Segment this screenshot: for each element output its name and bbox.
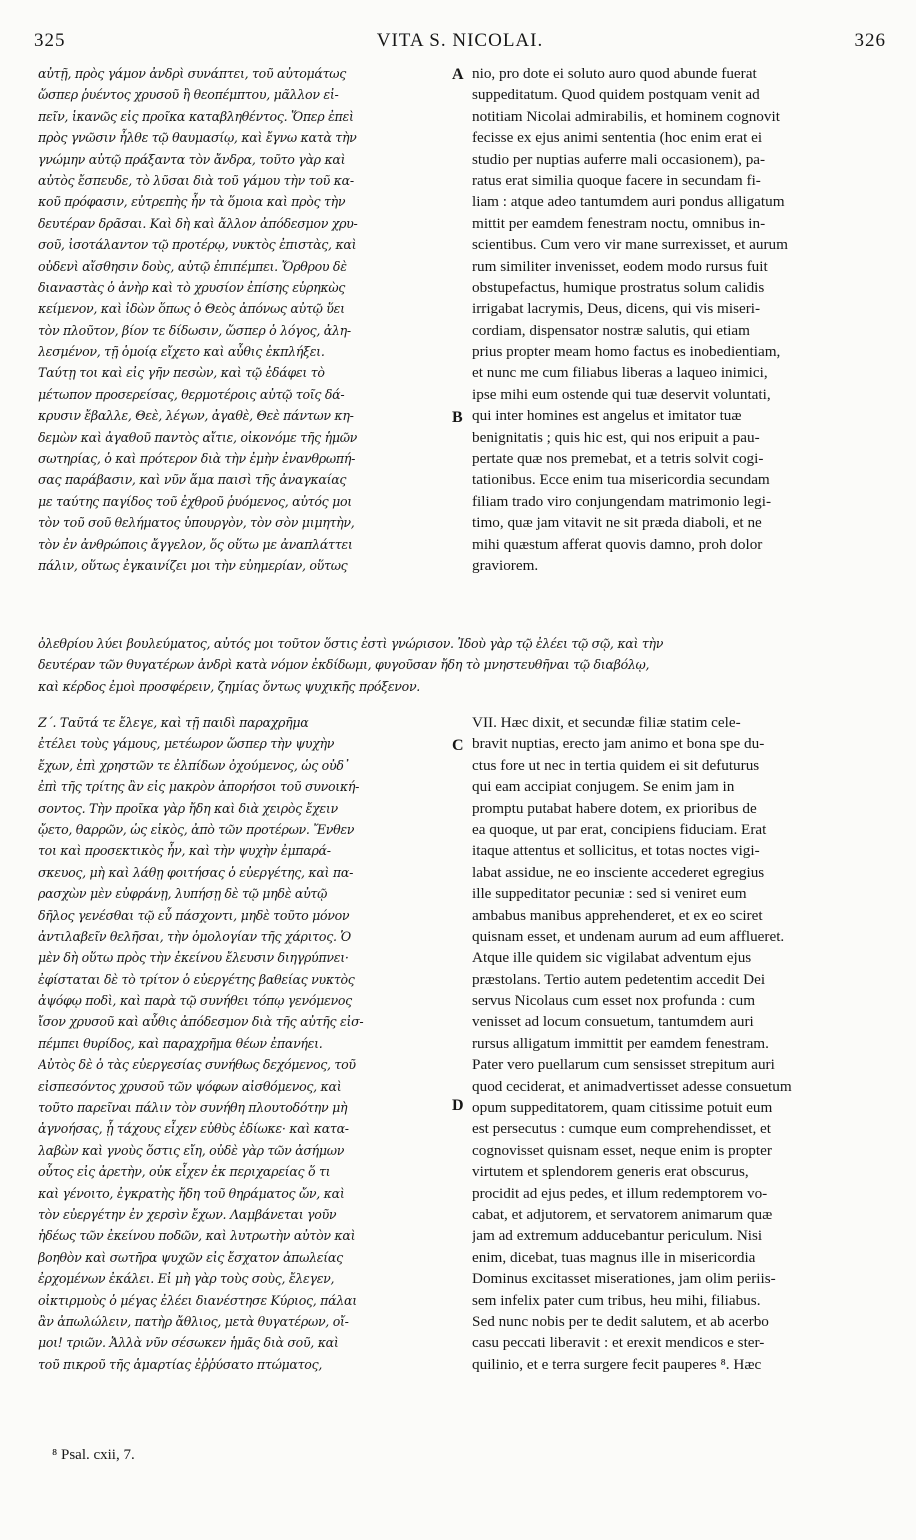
- greek-full-width-passage: [38, 633, 884, 697]
- text-line: γνώμην αὐτῷ πράξαντα τὸν ἄνδρα, τοῦτο γὰρ καὶ: [38, 151, 346, 167]
- text-line: ὀλεθρίου λύει βουλεύματος, αὐτός μοι τοῦτον ὅστις ἐστὶ γνώρισον. Ἰδοὺ γὰρ τῷ ἐλέει τῷ σῷ, καὶ τὴν: [38, 636, 664, 651]
- section-marker-a: A: [452, 66, 464, 83]
- latin-column-bottom: [472, 712, 884, 1375]
- text-line: ὥσπερ ῥυέντος χρυσοῦ ἢ θεοπέμπτου, μᾶλλον εἰ-: [38, 87, 339, 103]
- text-line: filiam trado viro conjungendam matrimonio legi-: [472, 492, 772, 510]
- text-line: ρασχὼν μὲν εὐφράνῃ, λυπήσῃ δὲ τῷ μηδὲ αὐτῷ: [38, 886, 328, 902]
- text-line: ipse mihi eum ostende qui tuæ deservit voluntati,: [472, 385, 771, 403]
- text-line: benignitatis ; quis hic est, qui nos eripuit a pau-: [472, 428, 760, 446]
- text-line: mihi quæstum afferat quovis damno, proh dolor: [472, 535, 763, 553]
- text-line: σκευος, μὴ καὶ λάθῃ φοιτήσας ὁ εὐεργέτης, καὶ πα-: [38, 864, 354, 880]
- text-line: ctus fore ut nec in tertia quidem ei sit defuturus: [472, 756, 760, 774]
- text-line: μὲν δὴ οὕτω πρὸς τὴν ἐκείνου ἔλευσιν διηγρύπνει·: [38, 950, 349, 966]
- page-header: [34, 30, 886, 60]
- text-line: τοῦτο παρεῖναι πάλιν τὸν συνήθη πλουτοδότην μὴ: [38, 1100, 348, 1116]
- text-line: ᾤετο, θαρρῶν, ὡς εἰκὸς, ἀπὸ τῶν προτέρων. Ἔνθεν: [38, 821, 355, 837]
- section-marker-d: D: [452, 1097, 464, 1114]
- text-line: itaque attentus et sollicitus, et totas noctes vigi-: [472, 842, 760, 860]
- text-line: ἐφίσταται δὲ τὸ τρίτον ὁ εὐεργέτης βαθείας νυκτὸς: [38, 971, 355, 987]
- text-line: VII. Hæc dixit, et secundæ filiæ statim cele-: [472, 714, 741, 731]
- text-line: cabat, et adjutorem, et servatorem animarum quæ: [472, 1205, 773, 1223]
- text-line: timo, quæ jam vitavit ne sit præda diaboli, et ne: [472, 514, 762, 532]
- text-line: βοηθὸν καὶ σωτῆρα ψυχῶν εἰς ἔσχατον ἀπωλείας: [38, 1249, 343, 1265]
- text-line: Dominus excitasset miserationes, jam olim periis-: [472, 1270, 776, 1288]
- text-line: Sed nunc nobis per te dedit salutem, et ab acerbo: [472, 1312, 769, 1330]
- text-line: cordiam, dispensator nostræ salutis, qui etiam: [472, 321, 750, 339]
- section-marker-b: B: [452, 409, 463, 426]
- text-line: ratus erat similia quoque facere in secundam fi-: [472, 171, 761, 189]
- text-line: σοῦ, ἰσοτάλαντον τῷ προτέρῳ, νυκτὸς ἐπιστὰς, καὶ: [38, 237, 357, 253]
- text-line: liam : atque adeo tantumdem auri pondus alligatum: [472, 193, 785, 211]
- text-line: Pater vero puellarum cum sensisset strepitum auri: [472, 1056, 775, 1074]
- text-line: καὶ γένοιτο, ἐγκρατὴς ἤδη τοῦ θηράματος ὤν, καὶ: [38, 1185, 345, 1201]
- text-line: bravit nuptias, erecto jam animo et bona spe du-: [472, 735, 765, 753]
- text-line: τὸν ἐν ἀνθρώποις ἄγγελον, ὅς οὕτω με ἀναπλάττει: [38, 536, 353, 552]
- text-line: quisnam esset, et undenam aurum ad eum afflueret.: [472, 927, 785, 945]
- text-line: casu peccati liberavit : et erexit mendicos e ster-: [472, 1334, 765, 1352]
- footnote: ⁸ Psal. cxii, 7.: [52, 1447, 135, 1463]
- text-line: δῆλος γενέσθαι τῷ εὖ πάσχοντι, μηδὲ τοῦτο μόνον: [38, 907, 350, 923]
- text-line: rum similiter invenisset, eodem modo rursus fuit: [472, 257, 768, 275]
- text-line: ἀγνοήσας, ᾗ τάχους εἶχεν εὐθὺς ἐδίωκε· καὶ κατα-: [38, 1121, 349, 1137]
- text-line: suppeditatum. Quod quidem postquam venit ad: [472, 86, 760, 104]
- text-line: τὸν εὐεργέτην ἐν χερσὶν ἔχων. Λαμβάνεται γοῦν: [38, 1206, 337, 1222]
- text-line: πεῖν, ἱκανῶς εἰς προῖκα καταβληθέντος. Ὅπερ ἐπεὶ: [38, 108, 354, 124]
- text-line: λαβὼν καὶ γνοὺς ὅστις εἴη, οὐδὲ γὰρ τῶν ἀσήμων: [38, 1142, 345, 1158]
- text-line: ἴσον χρυσοῦ καὶ αὖθις ἀπόδεσμον διὰ τῆς αὐτῆς εἰσ-: [38, 1014, 364, 1030]
- text-line: ἀντιλαβεῖν θελῆσαι, τὴν ὁμολογίαν τῆς χάριτος. Ὁ: [38, 928, 351, 944]
- text-line: τὸν πλοῦτον, βίον τε δίδωσιν, ὥσπερ ὁ λόγος, ἀλη-: [38, 322, 351, 338]
- text-line: με ταύτης παγίδος τοῦ ἐχθροῦ ῥυόμενος, αὐτός μοι: [38, 493, 352, 509]
- text-line: δευτέραν τῶν θυγατέρων ἀνδρὶ κατὰ νόμον ἐκδίδωμι, φυγοῦσαν ἤδη τὸ μνηστευθῆναι τῷ διαβόλῳ,: [38, 657, 650, 673]
- text-line: σας παράβασιν, καὶ νῦν ἅμα παισὶ τῆς ἀναγκαίας: [38, 472, 347, 488]
- text-line: πρὸς γνῶσιν ἦλθε τῷ θαυμασίῳ, καὶ ἔγνω κατὰ τὴν: [38, 130, 357, 146]
- text-line: αὐτὸς ἔσπευδε, τὸ λῦσαι διὰ τοῦ γάμου τὴν τοῦ κα-: [38, 172, 354, 188]
- text-line: ἡδέως τῶν ἐκείνου ποδῶν, καὶ λυτρωτὴν αὐτὸν καὶ: [38, 1228, 356, 1244]
- text-line: præstolans. Tertio autem pedetentim accedit Dei: [472, 970, 766, 988]
- text-line: Αὐτὸς δὲ ὁ τὰς εὐεργεσίας συνήθως δεχόμενος, τοῦ: [38, 1057, 356, 1073]
- text-line: Ζ΄. Ταῦτά τε ἔλεγε, καὶ τῇ παιδὶ παραχρῆμα: [38, 715, 309, 730]
- text-line: enim, dicebat, tuas magnus ille in misericordia: [472, 1248, 756, 1266]
- text-line: διαναστὰς ὁ ἀνὴρ καὶ τὸ χρυσίον ἐπίσης εὑρηκὼς: [38, 279, 346, 295]
- text-line: τοῦ πικροῦ τῆς ἁμαρτίας ἐῤῥύσατο πτώματος,: [38, 1356, 323, 1372]
- text-line: opum suppeditatorem, quam citissime potuit eum: [472, 1099, 773, 1117]
- text-line: οἰκτιρμοὺς ὁ μέγας ἐλέει διανέστησε Κύριος, πάλαι: [38, 1292, 357, 1308]
- text-line: servus Nicolaus cum esset nox profunda : cum: [472, 992, 756, 1010]
- latin-column-top: [472, 63, 884, 576]
- text-line: virtutem et splendorem generis erat obscurus,: [472, 1163, 749, 1181]
- text-line: ἔχων, ἐπὶ χρηστῶν τε ἐλπίδων ὀχούμενος, ὡς οὐδ᾽: [38, 757, 350, 773]
- text-line: est persecutus : cumque eum comprehendisset, et: [472, 1120, 772, 1138]
- text-line: labat assidue, ne eo insciente accederet egregius: [472, 863, 765, 881]
- text-line: et nunc me cum filiabus liberas a laqueo inimici,: [472, 364, 768, 382]
- text-line: πάλιν, οὕτως ἐγκαινίζει μοι τὴν εὐημερίαν, οὕτως: [38, 557, 348, 573]
- text-line: ille suppeditator pecuniæ : sed si veniret eum: [472, 885, 747, 903]
- text-line: pertate quæ nos premebat, et a tetris solvit cogi-: [472, 450, 764, 468]
- text-line: κρυσιν ἔβαλλε, Θεὲ, λέγων, ἀγαθὲ, Θεὲ πάντων κη-: [38, 408, 354, 424]
- text-line: sem infelix pater cum tribus, heu mihi, filiabus.: [472, 1291, 761, 1309]
- text-line: τοι καὶ προσεκτικὸς ἦν, καὶ τὴν ψυχὴν ἐμπαρά-: [38, 843, 331, 859]
- text-line: μοι! τριῶν. Ἀλλὰ νῦν σέσωκεν ἡμᾶς διὰ σοῦ, καὶ: [38, 1335, 339, 1351]
- running-title: VITA S. NICOLAI.: [376, 30, 544, 51]
- text-line: quod ceciderat, et animadvertisset adesse consuetum: [472, 1077, 792, 1095]
- text-line: prius propter meam homo factus es inobedientiam,: [472, 343, 781, 361]
- text-line: ἐτέλει τοὺς γάμους, μετέωρον ὥσπερ τὴν ψυχὴν: [38, 736, 335, 752]
- text-line: nio, pro dote ei soluto auro quod abunde fuerat: [472, 65, 757, 82]
- greek-column-top: [38, 63, 454, 576]
- page-number-left: 325: [34, 30, 66, 51]
- text-line: ἐρχομένων ἐκάλει. Εἰ μὴ γὰρ τοὺς σοὺς, ἔλεγεν,: [38, 1271, 335, 1287]
- text-line: qui eam accipiat conjugem. Se enim jam in: [472, 778, 735, 796]
- text-line: promptu putabat habere dotem, ex prioribus de: [472, 799, 757, 817]
- text-line: scientibus. Cum vero vir mane surrexisset, et aurum: [472, 236, 788, 254]
- text-line: δεμὼν καὶ ἀγαθοῦ παντὸς αἴτιε, οἰκονόμε τῆς ἡμῶν: [38, 429, 358, 445]
- text-line: τὸν τοῦ σοῦ θελήματος ὑπουργὸν, τὸν σὸν μιμητὴν,: [38, 515, 355, 531]
- text-line: jam ad extremum adducebantur periculum. Nisi: [472, 1227, 763, 1245]
- text-line: cognovisset quisnam esset, neque enim is propter: [472, 1141, 772, 1159]
- section-marker-c: C: [452, 737, 464, 754]
- text-line: ea quoque, ut par erat, concipiens fiduciam. Erat: [472, 820, 767, 838]
- text-line: ἀψόφῳ ποδὶ, καὶ παρὰ τῷ συνήθει τόπῳ γενόμενος: [38, 993, 352, 1009]
- text-line: quilinio, et e terra surgere fecit pauperes ⁸. Hæc: [472, 1355, 762, 1373]
- text-line: qui inter homines est angelus et imitator tuæ: [472, 407, 742, 425]
- text-line: rursus alligatum immittit per eamdem fenestram.: [472, 1034, 769, 1052]
- text-line: notitiam Nicolai admirabilis, et hominem cognovit: [472, 107, 780, 125]
- text-line: δευτέραν δρᾶσαι. Καὶ δὴ καὶ ἄλλον ἀπόδεσμον χρυ-: [38, 215, 358, 231]
- greek-column-bottom: [38, 712, 454, 1375]
- text-line: venisset ad locum consuetum, tantumdem auri: [472, 1013, 754, 1031]
- text-line: ἂν ἀπωλώλειν, πατὴρ ἄθλιος, μετὰ θυγατέρων, οἴ-: [38, 1313, 349, 1329]
- page-number-right: 326: [854, 30, 886, 51]
- text-line: εἰσπεσόντος χρυσοῦ τῶν ψόφων αἰσθόμενος, καὶ: [38, 1078, 342, 1094]
- text-line: ambabus manibus apprehenderet, et ex eo sciret: [472, 906, 763, 924]
- text-line: μέτωπον προσερείσας, θερμοτέροις αὐτῷ τοῖς δά-: [38, 386, 345, 402]
- text-line: studio per nuptias auferre mali occasionem), pa-: [472, 150, 766, 168]
- text-line: οὐδενὶ αἴσθησιν δοὺς, αὐτῷ ἐπιπέμπει. Ὄρθρου δὲ: [38, 258, 347, 274]
- text-line: κοῦ πρόφασιν, εὐτρεπὴς ἦν τὰ ὅμοια καὶ πρὸς τὴν: [38, 194, 346, 210]
- text-line: αὐτῇ, πρὸς γάμον ἀνδρὶ συνάπτει, τοῦ αὐτομάτως: [38, 66, 346, 81]
- text-line: λεσμένον, τῇ ὁμοίᾳ εἴχετο καὶ αὖθις ἐκπλήξει.: [38, 344, 325, 360]
- text-line: ἐπὶ τῆς τρίτης ἂν εἰς μακρὸν ἀπορήσοι τοῦ συνοική-: [38, 779, 360, 795]
- text-line: σοντος. Τὴν προῖκα γὰρ ἤδη καὶ διὰ χειρὸς ἔχειν: [38, 800, 338, 816]
- text-line: καὶ κέρδος ἐμοὶ προσφέρειν, ζημίας ὄντως ψυχικῆς πρόξενον.: [38, 678, 421, 694]
- text-line: tationibus. Ecce enim tua misericordia secundam: [472, 471, 770, 489]
- text-line: fecisse ex ejus animi sententia (hoc enim erat ei: [472, 129, 763, 147]
- text-line: mittit per eamdem fenestram noctu, omnibus in-: [472, 214, 766, 232]
- text-line: σωτηρίας, ὁ καὶ πρότερον διὰ τὴν ἐμὴν ἐνανθρωπή-: [38, 451, 356, 467]
- text-line: οὗτος εἰς ἀρετὴν, οὐκ εἶχεν ἐκ περιχαρείας ὅ τι: [38, 1164, 331, 1180]
- text-line: obstupefactus, humique prostratus solum calidis: [472, 278, 765, 296]
- text-line: κείμενον, καὶ ἰδὼν ὅπως ὁ Θεὸς ἀπόνως αὐτῷ ὕει: [38, 301, 345, 317]
- text-line: Ταύτῃ τοι καὶ εἰς γῆν πεσὼν, καὶ τῷ ἐδάφει τὸ: [38, 365, 325, 381]
- text-line: πέμπει θυρίδος, καὶ παραχρῆμα θέων ἐπανήει.: [38, 1035, 323, 1051]
- text-line: Atque ille quidem sic vigilabat adventum ejus: [472, 949, 752, 967]
- text-line: irrigabat lacrymis, Deus, dicens, qui vis miseri-: [472, 300, 761, 318]
- text-line: graviorem.: [472, 556, 539, 574]
- text-line: procidit ad ejus pedes, et illum redemptorem vo-: [472, 1184, 768, 1202]
